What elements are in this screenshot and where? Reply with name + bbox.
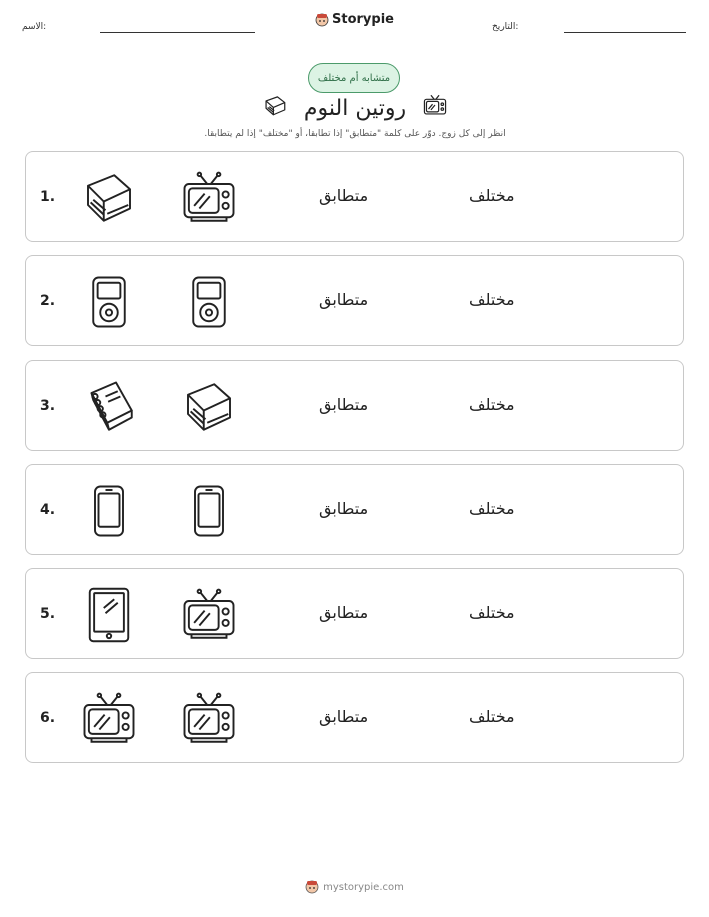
option-different[interactable]: مختلف (469, 186, 515, 205)
book-icon (262, 92, 288, 118)
phone-icon (181, 483, 237, 539)
tv-icon (181, 170, 237, 226)
tv-icon (181, 587, 237, 643)
music-player-icon (81, 274, 137, 330)
phone-icon (81, 483, 137, 539)
question-number: 1. (40, 189, 56, 205)
question-row-1 (25, 151, 684, 242)
option-different[interactable]: مختلف (469, 707, 515, 726)
option-same[interactable]: متطابق (319, 186, 369, 205)
storypie-mascot-icon (315, 13, 329, 27)
question-number: 3. (40, 398, 56, 414)
worksheet-type-badge: متشابه أم مختلف (308, 63, 400, 93)
option-same[interactable]: متطابق (319, 707, 369, 726)
option-same[interactable]: متطابق (319, 499, 369, 518)
brand-name: Storypie (332, 12, 394, 27)
question-row-3 (25, 360, 684, 451)
question-number: 2. (40, 293, 56, 309)
question-number: 5. (40, 606, 56, 622)
question-row-2 (25, 255, 684, 346)
date-line[interactable] (564, 32, 686, 33)
tv-icon (81, 691, 137, 747)
option-different[interactable]: مختلف (469, 395, 515, 414)
option-different[interactable]: مختلف (469, 499, 515, 518)
option-different[interactable]: مختلف (469, 603, 515, 622)
question-row-6 (25, 672, 684, 763)
storypie-mascot-icon (305, 880, 319, 894)
question-number: 6. (40, 710, 56, 726)
brand-logo (0, 12, 709, 31)
page-title: روتين النوم (303, 96, 407, 121)
footer (0, 880, 709, 897)
notebook-icon (81, 379, 137, 435)
question-number: 4. (40, 502, 56, 518)
footer-url[interactable]: mystorypie.com (323, 881, 404, 893)
question-row-4 (25, 464, 684, 555)
option-same[interactable]: متطابق (319, 395, 369, 414)
tablet-icon (81, 587, 137, 643)
book-icon (81, 170, 137, 226)
instructions: انظر إلى كل زوج. دوّر على كلمة "متطابق" إذا تطابقا، أو "مختلف" إذا لم يتطابقا. (204, 129, 506, 139)
tv-icon (422, 92, 448, 118)
book-icon (181, 379, 237, 435)
option-different[interactable]: مختلف (469, 290, 515, 309)
option-same[interactable]: متطابق (319, 603, 369, 622)
name-label: الاسم: (22, 22, 47, 32)
name-line[interactable] (100, 32, 255, 33)
date-label: التاريخ: (492, 22, 519, 32)
music-player-icon (181, 274, 237, 330)
question-row-5 (25, 568, 684, 659)
tv-icon (181, 691, 237, 747)
option-same[interactable]: متطابق (319, 290, 369, 309)
